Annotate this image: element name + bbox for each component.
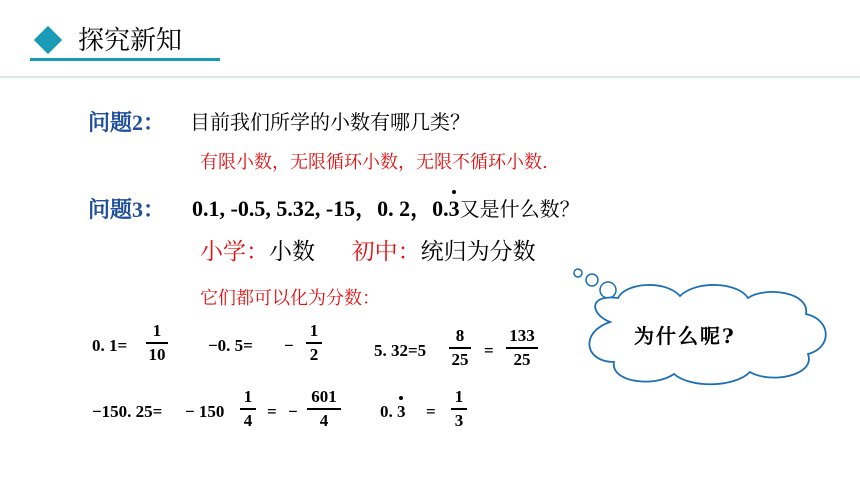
- eq3-lhs: 5. 32=5: [374, 341, 427, 360]
- eq4-numerator: 1: [243, 387, 253, 406]
- eq3-fraction: [449, 326, 471, 370]
- repeating-digit: 3: [448, 196, 460, 221]
- eq4-fraction: [240, 387, 256, 431]
- question3-question: 又是什么数？: [459, 197, 580, 221]
- eq2-numerator: 1: [309, 321, 319, 340]
- eq4-fraction2: [307, 387, 341, 431]
- eq4-denominator2: 4: [319, 410, 329, 430]
- primary-vs-middle-line: [200, 233, 536, 266]
- question3-text: [192, 192, 580, 223]
- question2-label: 问题2：: [88, 110, 166, 135]
- question3-numbers: 0.1, -0.5, 5.32, -15，0. 2，0.: [192, 196, 449, 221]
- eq1-fraction: [146, 321, 168, 365]
- eq2-denominator: 2: [309, 344, 319, 364]
- fraction-bar: [146, 342, 168, 344]
- fraction-bar: [306, 342, 322, 344]
- eq3-equals: =: [484, 341, 494, 360]
- eq4-numerator2: 601: [311, 387, 337, 406]
- question2-text: 目前我们所学的小数有哪几类？: [190, 110, 470, 134]
- eq4-sign: −: [288, 402, 298, 421]
- eq4-denominator: 4: [243, 410, 253, 430]
- middle-school-label: 初中：: [351, 239, 421, 265]
- eq5-fraction: [451, 387, 467, 431]
- eq1-numerator: 1: [152, 321, 162, 340]
- eq1-lhs: 0. 1=: [92, 336, 128, 355]
- eq1-denominator: 10: [148, 344, 166, 364]
- header-divider: [0, 76, 860, 78]
- eq5-lhs-int: 0.: [380, 402, 393, 421]
- eq5-numerator: 1: [454, 387, 464, 406]
- eq3-denominator: 25: [451, 349, 469, 369]
- section-header: [30, 14, 220, 64]
- eq3-numerator2: 133: [509, 326, 535, 345]
- eq3-denominator2: 25: [513, 349, 531, 369]
- middle-school-value: 统归为分数: [420, 239, 536, 265]
- eq3-fraction2: [506, 326, 538, 370]
- conversion-intro: 它们都可以化为分数：: [200, 288, 380, 309]
- primary-school-label: 小学：: [200, 239, 269, 265]
- eq4-lhs: −150. 25=: [92, 402, 163, 421]
- fraction-bar: [451, 408, 467, 410]
- eq2-sign: −: [284, 336, 294, 355]
- primary-school-value: 小数: [269, 239, 315, 265]
- title-underline: [30, 58, 220, 61]
- fraction-bar: [240, 408, 256, 410]
- fraction-bar: [506, 347, 538, 349]
- eq5-repeating-digit: 3: [397, 402, 406, 421]
- question3-label: 问题3：: [88, 197, 166, 222]
- question2-answer: 有限小数，无限循环小数，无限不循环小数.: [200, 152, 548, 173]
- fraction-bar: [307, 408, 341, 410]
- eq4-equals: =: [267, 402, 277, 421]
- eq3-numerator: 8: [455, 326, 465, 345]
- eq2-lhs: −0. 5=: [208, 336, 253, 355]
- eq5-equals: =: [426, 402, 436, 421]
- eq2-fraction: [306, 321, 322, 365]
- fraction-bar: [449, 347, 471, 349]
- eq4-mixed-int: − 150: [185, 402, 225, 421]
- diamond-bullet-icon: [34, 26, 62, 54]
- cloud-question: 为什么呢?: [634, 324, 736, 348]
- eq5-denominator: 3: [454, 410, 464, 430]
- eq5-lhs: [380, 402, 406, 422]
- section-title: 探究新知: [78, 26, 183, 56]
